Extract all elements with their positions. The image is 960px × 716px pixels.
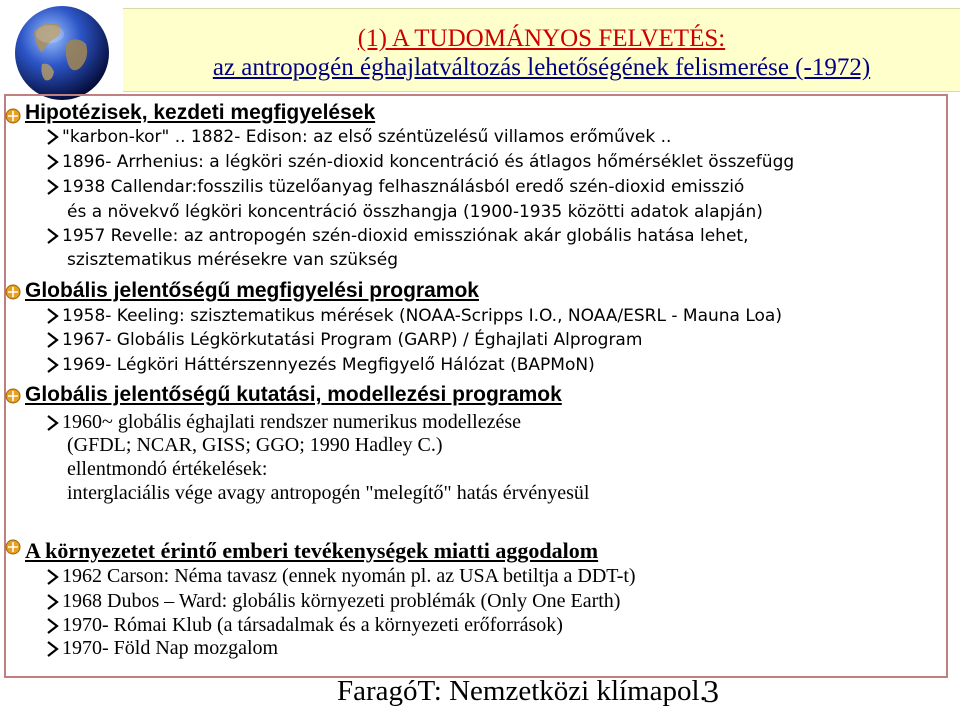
chevron-right-icon — [46, 356, 60, 374]
list-item: 1970- Föld Nap mozgalom — [46, 637, 278, 660]
list-item: "karbon-kor" .. 1882- Edison: az első széntüzelésű villamos erőművek .. — [46, 128, 671, 148]
list-item: 1958- Keeling: szisztematikus mérések (NOAA-Scripps I.O., NOAA/ESRL - Mauna Loa) — [46, 307, 782, 327]
list-item: 1960~ globális éghajlati rendszer numerikus modellezése — [46, 411, 521, 434]
chevron-right-icon — [46, 593, 60, 611]
list-item-continuation: szisztematikus mérésekre van szükség — [67, 250, 399, 270]
chevron-right-icon — [46, 331, 60, 349]
list-item-continuation: interglaciális vége avagy antropogén "melegítő" hatás érvényesül — [67, 482, 590, 504]
list-item: 1970- Római Klub (a társadalmak és a környezeti erőforrások) — [46, 614, 563, 637]
content-box — [4, 94, 948, 678]
chevron-right-icon — [46, 307, 60, 325]
section-bullet-icon — [5, 388, 21, 404]
chevron-right-icon — [46, 617, 60, 635]
list-item: 1938 Callendar:fosszilis tüzelőanyag felhasználásból eredő szén-dioxid emisszió — [46, 178, 744, 198]
list-item: 1896- Arrhenius: a légköri szén-dioxid koncentráció és átlagos hőmérséklet összefügg — [46, 153, 794, 173]
chevron-right-icon — [46, 640, 60, 658]
chevron-right-icon — [46, 128, 60, 146]
chevron-right-icon — [46, 153, 60, 171]
section-heading-monitoring: Globális jelentőségű megfigyelési programok — [25, 279, 479, 302]
list-item-continuation: (GFDL; NCAR, GISS; GGO; 1990 Hadley C.) — [67, 434, 443, 456]
section-bullet-icon — [5, 108, 21, 124]
list-item: 1957 Revelle: az antropogén szén-dioxid emissziónak akár globális hatása lehet, — [46, 227, 748, 247]
list-item: 1969- Légköri Háttérszennyezés Megfigyelő Hálózat (BAPMoN) — [46, 356, 595, 376]
chevron-right-icon — [46, 414, 60, 432]
title-subheading: az antropogén éghajlatváltozás lehetőségének felismerése (-1972) — [212, 54, 871, 81]
list-item: 1967- Globális Légkörkutatási Program (GARP) / Éghajlati Alprogram — [46, 331, 642, 351]
chevron-right-icon — [46, 227, 60, 245]
title-heading: (1) A TUDOMÁNYOS FELVETÉS: — [357, 25, 726, 52]
page-number: 3 — [703, 673, 719, 709]
list-item-continuation: és a növekvő légköri koncentráció összhangja (1900-1935 közötti adatok alapján) — [67, 202, 763, 222]
chevron-right-icon — [46, 178, 60, 196]
section-heading-research: Globális jelentőségű kutatási, modellezési programok — [25, 383, 562, 406]
section-heading-hypotheses: Hipotézisek, kezdeti megfigyelések — [25, 101, 376, 124]
footer-attribution: FaragóT: Nemzetközi klímapol. — [337, 675, 707, 707]
list-item: 1968 Dubos – Ward: globális környezeti problémák (Only One Earth) — [46, 590, 620, 613]
list-item-continuation: ellentmondó értékelések: — [67, 458, 268, 480]
list-item: 1962 Carson: Néma tavasz (ennek nyomán pl. az USA betiltja a DDT-t) — [46, 565, 636, 588]
section-bullet-icon — [5, 284, 21, 300]
section-bullet-icon — [5, 539, 21, 555]
title-box — [123, 8, 960, 92]
globe-logo — [12, 2, 112, 104]
section-heading-concern: A környezetet érintő emberi tevékenységek miatti aggodalom — [25, 538, 599, 563]
chevron-right-icon — [46, 568, 60, 586]
